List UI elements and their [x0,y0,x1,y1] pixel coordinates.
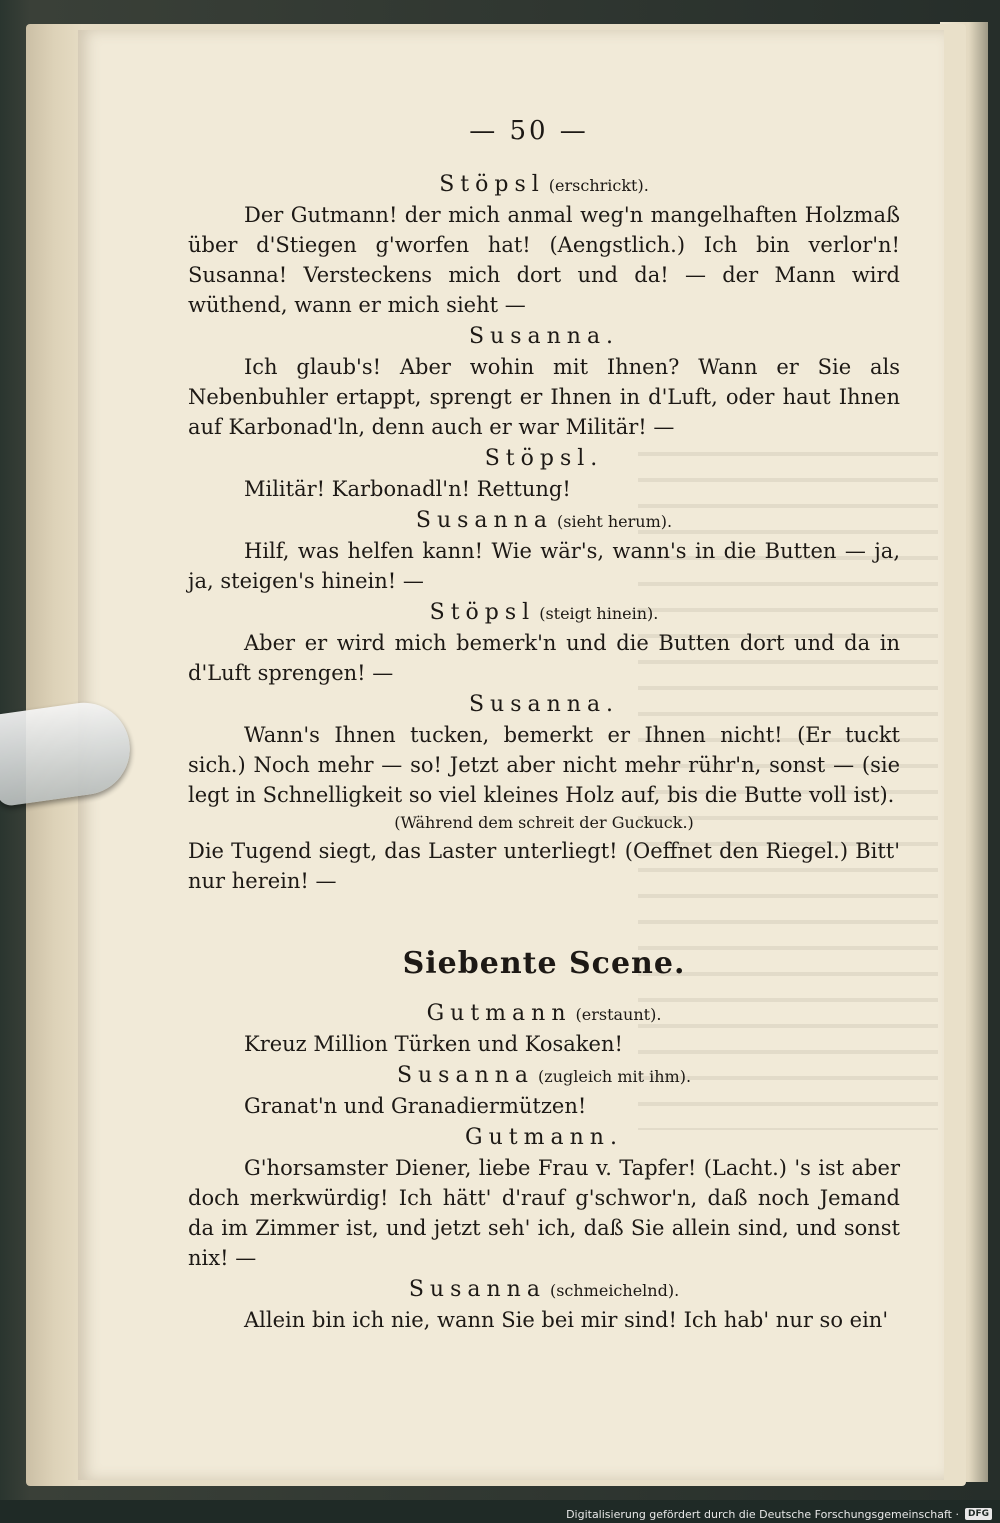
speaker-name: Gutmann [426,1001,572,1026]
footer-text: Digitalisierung gefördert durch die Deutsche Forschungsgemeinschaft · [566,1507,959,1521]
dialogue-line: Der Gutmann! der mich anmal weg'n mangelhaften Holzmaß über d'Stiegen g'worfen hat! (Aengstlich.) Ich bin verlor'n! Susanna! Versteckens mich dort und da! — der Mann wird wüthend, wann er mich sieht — [188,203,900,317]
dialogue-line: Allein bin ich nie, wann Sie bei mir sind! Ich hab' nur so ein' [244,1308,889,1332]
speaker-heading [188,1277,900,1302]
dialogue-line: Aber er wird mich bemerk'n und die Butten dort und da in d'Luft sprengen! — [188,631,900,685]
speaker-name: Gutmann. [465,1125,623,1150]
dialogue-line: Die Tugend siegt, das Laster unterliegt! (Oeffnet den Riegel.) Bitt' nur herein! — [188,839,900,893]
stage-direction: (erstaunt). [575,1005,662,1024]
scene-title: Siebente Scene. [402,946,686,981]
stage-direction: (zugleich mit ihm). [538,1067,692,1086]
stage-direction-line: (Während dem schreit der Guckuck.) [394,813,694,832]
speaker-heading [188,692,900,717]
speaker-heading [188,1125,900,1150]
footer-credit [566,1506,992,1522]
speaker-name: Stöpsl. [484,446,604,471]
dfg-logo: DFG [965,1508,992,1520]
dialogue-line: Militär! Karbonadl'n! Rettung! [244,477,571,501]
speaker-name: Stöpsl [439,172,545,197]
dialogue-line: Hilf, was helfen kann! Wie wär's, wann's in die Butten — ja, ja, steigen's hinein! — [188,539,900,593]
speaker-heading [188,600,900,625]
speaker-name: Susanna. [468,692,620,717]
speaker-name: Susanna [415,508,553,533]
dialogue-flow [188,172,900,1335]
dialogue-line: Kreuz Million Türken und Kosaken! [244,1032,623,1056]
speaker-heading [188,172,900,197]
page-text [188,116,900,1335]
dialogue-line: Wann's Ihnen tucken, bemerkt er Ihnen nicht! (Er tuckt sich.) Noch mehr — so! Jetzt aber nicht mehr rühr'n, sonst — (sie legt in Schnelligkeit so viel kleines Holz auf, bis die Butte voll ist). [188,723,900,807]
speaker-heading [188,1063,900,1088]
speaker-heading [188,508,900,533]
stage-direction: (steigt hinein). [539,604,659,623]
speaker-heading [188,324,900,349]
speaker-name: Susanna [396,1063,535,1088]
speaker-name: Susanna. [468,324,620,349]
page-number: — 50 — [469,116,589,146]
stage-direction: (sieht herum). [557,512,673,531]
dialogue-line: G'horsamster Diener, liebe Frau v. Tapfer! (Lacht.) 's ist aber doch merkwürdig! Ich hätt' d'rauf g'schwor'n, daß noch Jemand da im Zimmer ist, und jetzt seh' ich, daß Sie allein sind, und sonst nix! — [188,1156,900,1270]
dialogue-line: Granat'n und Granadiermützen! [244,1094,587,1118]
stage-direction: (erschrickt). [548,176,649,195]
speaker-heading [188,446,900,471]
stage-direction: (schmeichelnd). [549,1281,680,1300]
speaker-name: Stöpsl [429,600,536,625]
speaker-heading [188,1001,900,1026]
dialogue-line: Ich glaub's! Aber wohin mit Ihnen? Wann er Sie als Nebenbuhler ertappt, sprengt er Ihnen in d'Luft, oder haut Ihnen auf Karbonad'ln, denn auch er war Militär! — [188,355,900,439]
speaker-name: Susanna [408,1277,546,1302]
